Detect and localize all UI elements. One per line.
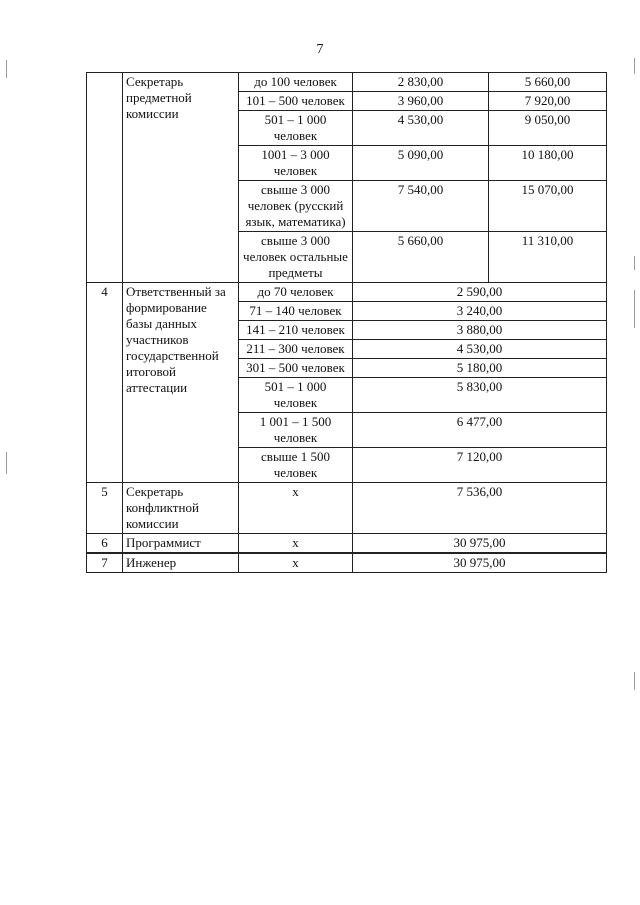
role-cell: Секретарь предметной комиссии — [123, 73, 239, 283]
value-cell: 3 960,00 — [353, 92, 489, 111]
table-row — [87, 534, 607, 554]
value-cell: 30 975,00 — [353, 553, 607, 573]
range-cell: свыше 1 500 человек — [239, 448, 353, 483]
range-cell: 501 – 1 000 человек — [239, 378, 353, 413]
row-number — [87, 73, 123, 283]
value-cell: 11 310,00 — [489, 232, 607, 283]
value-cell: 4 530,00 — [353, 340, 607, 359]
table-row — [87, 483, 607, 534]
value-cell: 7 920,00 — [489, 92, 607, 111]
range-cell: свыше 3 000 человек (русский язык, математика) — [239, 181, 353, 232]
row-number: 7 — [87, 553, 123, 573]
range-cell: до 100 человек — [239, 73, 353, 92]
range-cell: 141 – 210 человек — [239, 321, 353, 340]
value-cell: 6 477,00 — [353, 413, 607, 448]
value-cell: 5 090,00 — [353, 146, 489, 181]
table-row — [87, 73, 607, 92]
role-cell: Программист — [123, 534, 239, 554]
row-number: 6 — [87, 534, 123, 554]
range-cell: х — [239, 534, 353, 554]
role-cell: Секретарь конфликтной комиссии — [123, 483, 239, 534]
value-cell: 2 830,00 — [353, 73, 489, 92]
value-cell: 7 120,00 — [353, 448, 607, 483]
table-row — [87, 553, 607, 573]
range-cell: х — [239, 483, 353, 534]
value-cell: 3 240,00 — [353, 302, 607, 321]
scan-mark-right-low — [634, 672, 635, 690]
value-cell: 4 530,00 — [353, 111, 489, 146]
range-cell: 1 001 – 1 500 человек — [239, 413, 353, 448]
role-cell: Инженер — [123, 553, 239, 573]
scan-mark-left-mid — [6, 452, 7, 474]
value-cell: 7 536,00 — [353, 483, 607, 534]
table-row — [87, 283, 607, 302]
range-cell: 71 – 140 человек — [239, 302, 353, 321]
role-cell: Ответственный за формирование базы данных участников государственной итоговой аттестации — [123, 283, 239, 483]
range-cell: 1001 – 3 000 человек — [239, 146, 353, 181]
scan-mark-right-mid2 — [634, 290, 635, 328]
row-number: 5 — [87, 483, 123, 534]
value-cell: 5 830,00 — [353, 378, 607, 413]
value-cell: 10 180,00 — [489, 146, 607, 181]
scan-mark-right-top — [634, 58, 635, 74]
value-cell: 3 880,00 — [353, 321, 607, 340]
value-cell: 5 660,00 — [353, 232, 489, 283]
range-cell: 211 – 300 человек — [239, 340, 353, 359]
range-cell: 501 – 1 000 человек — [239, 111, 353, 146]
value-cell: 5 180,00 — [353, 359, 607, 378]
value-cell: 15 070,00 — [489, 181, 607, 232]
range-cell: до 70 человек — [239, 283, 353, 302]
range-cell: свыше 3 000 человек остальные предметы — [239, 232, 353, 283]
value-cell: 5 660,00 — [489, 73, 607, 92]
value-cell: 2 590,00 — [353, 283, 607, 302]
page-number: 7 — [316, 42, 324, 57]
value-cell: 9 050,00 — [489, 111, 607, 146]
range-cell: 301 – 500 человек — [239, 359, 353, 378]
scan-mark-right-mid1 — [634, 256, 635, 270]
payment-table — [86, 72, 607, 573]
row-number: 4 — [87, 283, 123, 483]
range-cell: х — [239, 553, 353, 573]
value-cell: 30 975,00 — [353, 534, 607, 554]
scan-mark-left-top — [6, 60, 7, 78]
range-cell: 101 – 500 человек — [239, 92, 353, 111]
value-cell: 7 540,00 — [353, 181, 489, 232]
